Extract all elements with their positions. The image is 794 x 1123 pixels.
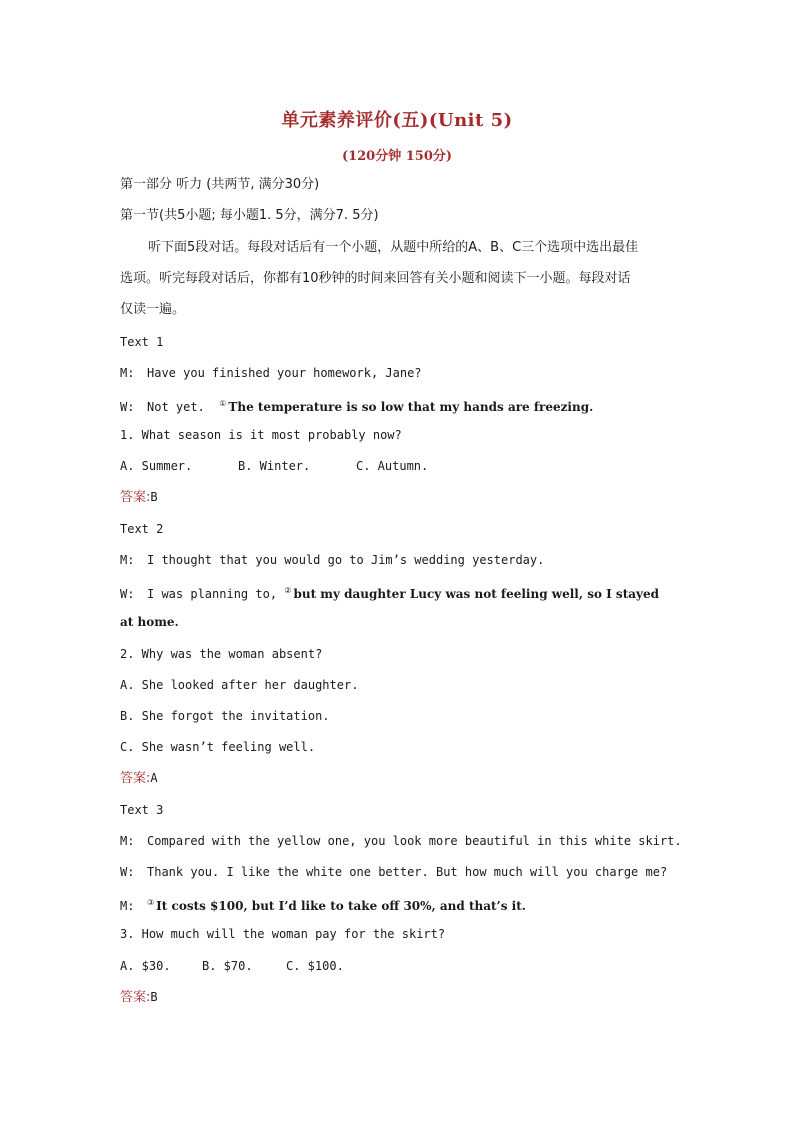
text3-label: Text 3 xyxy=(120,803,164,817)
text1-w-line xyxy=(120,395,684,416)
dialogue-text: Thank you. I like the white one better. But how much will you charge me? xyxy=(147,865,668,879)
text3-m-line xyxy=(120,832,684,850)
key-sentence: It costs $100, but I’d like to take off 30%, and that’s it. xyxy=(156,899,526,913)
dialogue-text: I thought that you would go to Jim’s wedding yesterday. xyxy=(147,553,545,567)
option-c: C. $100. xyxy=(286,959,344,973)
instruction-line-2: 选项。听完每段对话后，你都有10秒钟的时间来回答有关小题和阅读下一小题。每段对话 xyxy=(120,271,631,286)
speaker-label: W: xyxy=(120,400,135,414)
instruction-line-3: 仅读一遍。 xyxy=(120,302,186,317)
answer-value: B xyxy=(150,990,158,1004)
answer-value: A xyxy=(150,771,158,785)
page-subtitle: (120分钟 150分) xyxy=(341,149,453,164)
text2-label: Text 2 xyxy=(120,522,164,536)
option-a: A. $30. xyxy=(120,959,171,973)
answer-label: 答案: xyxy=(120,990,151,1005)
text1-label: Text 1 xyxy=(120,335,164,349)
page-title: 单元素养评价(五)(Unit 5) xyxy=(281,110,513,131)
answer-value: B xyxy=(150,490,158,504)
part-heading: 第一部分 听力 (共两节, 满分30分) xyxy=(120,177,320,192)
question-3-options xyxy=(120,957,684,975)
answer-1 xyxy=(120,488,684,507)
text3-w-line xyxy=(120,863,684,881)
speaker-label: M: xyxy=(120,553,135,567)
instruction-line-1: 听下面5段对话。每段对话后有一个小题，从题中所给的A、B、C三个选项中选出最佳 xyxy=(148,240,639,255)
option-b: B. Winter. xyxy=(238,459,311,473)
option-c: C. Autumn. xyxy=(356,459,429,473)
speaker-label: M: xyxy=(120,899,135,913)
section-heading: 第一节(共5小题; 每小题1. 5分，满分7. 5分) xyxy=(120,208,379,223)
text1-m-line xyxy=(120,364,684,382)
question-3: 3. How much will the woman pay for the skirt? xyxy=(120,927,446,941)
option-a: A. Summer. xyxy=(120,459,193,473)
circled-number-mark: ① xyxy=(219,399,227,408)
answer-label: 答案: xyxy=(120,771,151,786)
dialogue-text: Not yet. xyxy=(147,400,205,414)
speaker-label: W: xyxy=(120,865,135,879)
answer-2 xyxy=(120,769,684,788)
key-sentence: but my daughter Lucy was not feeling well, so I stayed xyxy=(293,587,660,601)
option-b: B. She forgot the invitation. xyxy=(120,709,330,723)
dialogue-text: I was planning to, xyxy=(147,587,278,601)
key-sentence: The temperature is so low that my hands are freezing. xyxy=(228,400,594,414)
text2-m-line xyxy=(120,551,684,569)
option-b: B. $70. xyxy=(202,959,253,973)
option-a: A. She looked after her daughter. xyxy=(120,678,359,692)
question-2: 2. Why was the woman absent? xyxy=(120,647,323,661)
option-c: C. She wasn’t feeling well. xyxy=(120,740,316,754)
question-1-options xyxy=(120,457,684,475)
answer-3 xyxy=(120,988,684,1007)
speaker-label: M: xyxy=(120,834,135,848)
circled-number-mark: ② xyxy=(284,586,292,595)
dialogue-text: Have you finished your homework, Jane? xyxy=(147,366,422,380)
question-1: 1. What season is it most probably now? xyxy=(120,428,402,442)
circled-number-mark: ③ xyxy=(147,898,155,907)
text2-w-line xyxy=(120,582,684,603)
speaker-label: M: xyxy=(120,366,135,380)
dialogue-text: Compared with the yellow one, you look more beautiful in this white skirt. xyxy=(147,834,682,848)
speaker-label: W: xyxy=(120,587,135,601)
text3-m2-line xyxy=(120,894,684,915)
answer-label: 答案: xyxy=(120,490,151,505)
text2-w-line-cont: at home. xyxy=(120,615,179,629)
